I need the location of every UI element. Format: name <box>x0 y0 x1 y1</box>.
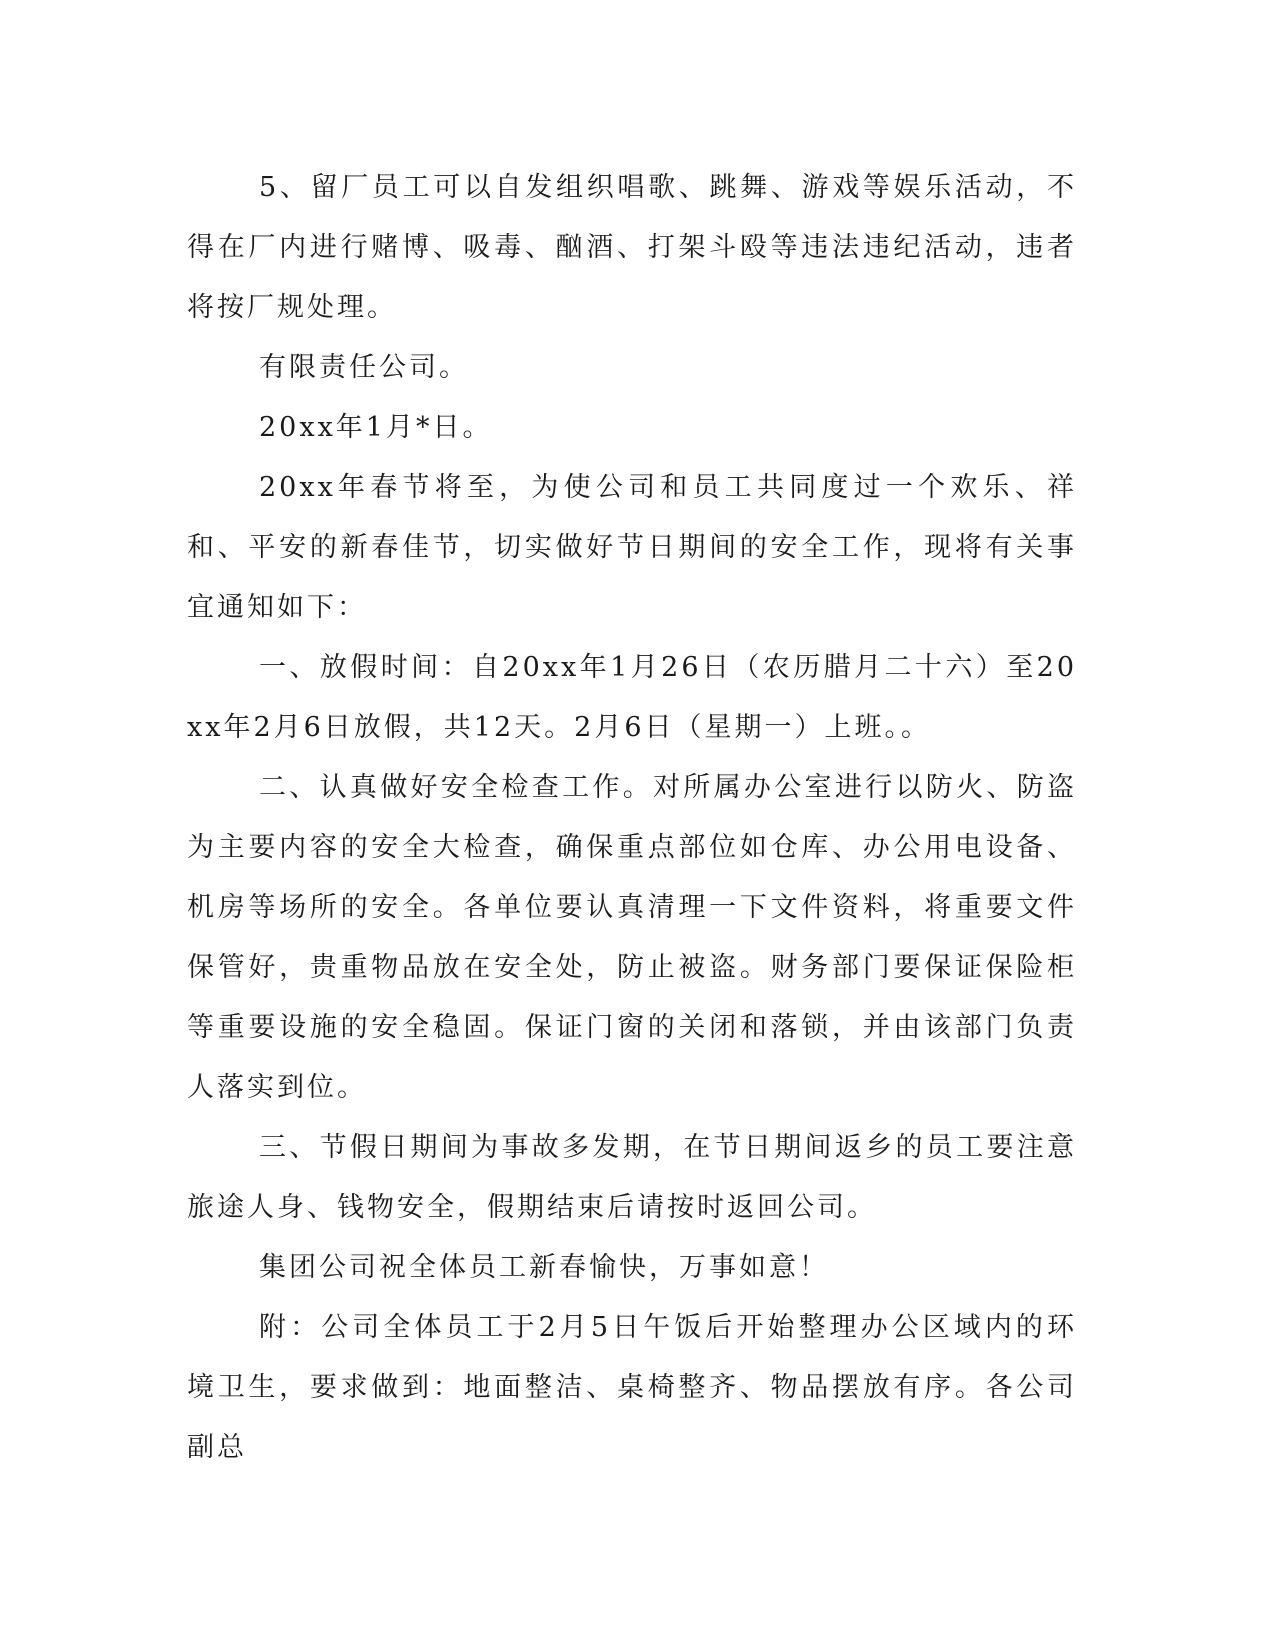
paragraph-appendix: 附：公司全体员工于2月5日午饭后开始整理办公区域内的环境卫生，要求做到：地面整洁、桌椅整齐、物品摆放有序。各公司副总 <box>187 1312 1077 1463</box>
document-body <box>187 158 1077 1478</box>
paragraph-travel-safety: 三、节假日期间为事故多发期，在节日期间返乡的员工要注意旅途人身、钱物安全，假期结束后请按时返回公司。 <box>187 1132 1077 1223</box>
paragraph-holiday-time: 一、放假时间：自20xx年1月26日（农历腊月二十六）至20xx年2月6日放假，共12天。2月6日（星期一）上班。。 <box>187 652 1077 743</box>
paragraph-leave-activities: 5、留厂员工可以自发组织唱歌、跳舞、游戏等娱乐活动，不得在厂内进行赌博、吸毒、酗酒、打架斗殴等违法违纪活动，违者将按厂规处理。 <box>187 172 1077 323</box>
paragraph-safety-inspection: 二、认真做好安全检查工作。对所属办公室进行以防火、防盗为主要内容的安全大检查，确保重点部位如仓库、办公用电设备、机房等场所的安全。各单位要认真清理一下文件资料，将重要文件保管好，贵重物品放在安全处，防止被盗。财务部门要保证保险柜等重要设施的安全稳固。保证门窗的关闭和落锁，并由该部门负责人落实到位。 <box>187 772 1077 1103</box>
paragraph-company-name: 有限责任公司。 <box>259 352 469 383</box>
paragraph-greeting: 集团公司祝全体员工新春愉快，万事如意！ <box>259 1252 829 1283</box>
paragraph-date: 20xx年1月*日。 <box>259 412 493 443</box>
paragraph-notice-intro: 20xx年春节将至，为使公司和员工共同度过一个欢乐、祥和、平安的新春佳节，切实做好节日期间的安全工作，现将有关事宜通知如下： <box>187 472 1077 623</box>
